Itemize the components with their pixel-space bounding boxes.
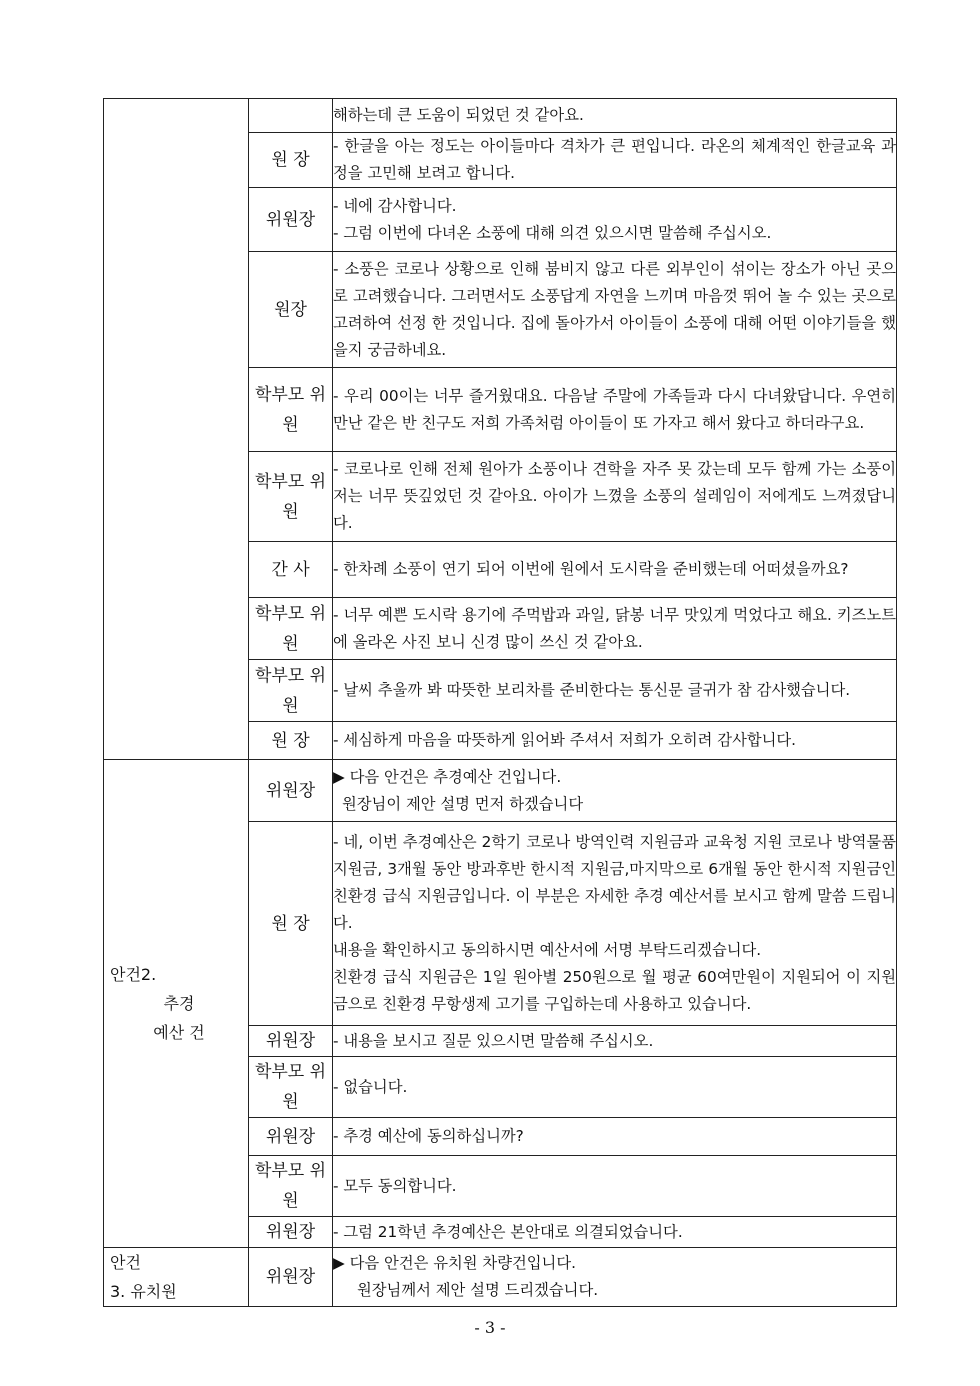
statement-cell	[333, 452, 897, 542]
statement-cell	[333, 1217, 897, 1248]
statement-line: - 날씨 추울까 봐 따뜻한 보리차를 준비한다는 통신문 글귀가 참 감사했습니다.	[333, 681, 851, 699]
speaker-cell: 간 사	[249, 542, 333, 598]
statement-line: 원장님께서 제안 설명 드리겠습니다.	[357, 1281, 599, 1299]
agenda-title-line: 추경	[163, 994, 195, 1013]
statement-cell	[333, 99, 897, 133]
agenda-item-3-label	[104, 1248, 248, 1306]
speaker-cell: 학부모 위원	[249, 368, 333, 452]
agenda-title-line: 3. 유치원	[110, 1282, 177, 1301]
speaker-cell: 학부모 위원	[249, 452, 333, 542]
agenda-item-1-cell	[104, 99, 249, 760]
statement-line: - 모두 동의합니다.	[333, 1176, 457, 1195]
speaker-cell: 위원장	[249, 1026, 333, 1057]
minutes-row	[104, 1248, 897, 1307]
statement-cell	[333, 1118, 897, 1156]
speaker-cell: 원 장	[249, 133, 333, 188]
agenda-item-2-cell	[104, 760, 249, 1248]
speaker-cell: 위원장	[249, 1248, 333, 1307]
speaker-cell	[249, 99, 333, 133]
statement-cell	[333, 822, 897, 1026]
statement-cell	[333, 1026, 897, 1057]
statement-cell	[333, 598, 897, 660]
agenda-item-2-label	[104, 960, 248, 1047]
statement-cell	[333, 660, 897, 722]
speaker-cell: 학부모 위원	[249, 1156, 333, 1217]
speaker-cell: 위원장	[249, 760, 333, 822]
statement-line: - 너무 예쁜 도시락 용기에 주먹밥과 과일, 닭봉 너무 맛있게 먹었다고 해요. 키즈노트에 올라온 사진 보니 신경 많이 쓰신 것 같아요.	[333, 605, 896, 651]
statement-line: 해하는데 큰 도움이 되었던 것 같아요.	[333, 106, 584, 124]
statement-line: 내용을 확인하시고 동의하시면 예산서에 서명 부탁드리겠습니다.	[333, 941, 762, 959]
speaker-cell: 학부모 위원	[249, 660, 333, 722]
statement-line: - 코로나로 인해 전체 원아가 소풍이나 견학을 자주 못 갔는데 모두 함께 가는 소풍이 저는 너무 뜻깊었던 것 같아요. 아이가 느꼈을 소풍의 설레임이 저에게도 느껴졌답니다.	[333, 460, 896, 532]
statement-line: - 추경 예산에 동의하십니까?	[333, 1127, 524, 1145]
statement-line: - 네, 이번 추경예산은 2학기 코로나 방역인력 지원금과 교육청 지원 코로나 방역물품 지원금, 3개월 동안 방과후반 한시적 지원금,마지막으로 6개월 동안 한시적 지원금인 친환경 급식 지원금입니다. 이 부분은 자세한 추경 예산서를 보시고 함께 말씀 드립니다.	[333, 833, 896, 932]
agenda-item-3-cell	[104, 1248, 249, 1307]
statement-cell	[333, 133, 897, 188]
minutes-table	[103, 98, 897, 1307]
statement-cell	[333, 722, 897, 760]
statement-cell	[333, 1156, 897, 1217]
statement-line: - 내용을 보시고 질문 있으시면 말씀해 주십시오.	[333, 1031, 654, 1050]
statement-line: - 우리 00이는 너무 즐거웠대요. 다음날 주말에 가족들과 다시 다녀왔답니다. 우연히 만난 같은 반 친구도 저희 가족처럼 아이들이 또 가자고 해서 왔다고 하더라구요.	[333, 386, 896, 432]
speaker-cell: 원 장	[249, 722, 333, 760]
statement-line: ▶ 다음 안건은 유치원 차량건입니다.	[333, 1254, 576, 1272]
statement-line: - 세심하게 마음을 따뜻하게 읽어봐 주셔서 저희가 오히려 감사합니다.	[333, 731, 797, 749]
statement-line: - 네에 감사합니다.	[333, 196, 457, 215]
agenda-number: 안건	[110, 1253, 141, 1272]
statement-line: 친환경 급식 지원금은 1일 원아별 250원으로 월 평균 60여만원이 지원되어 이 지원금으로 친환경 무항생제 고기를 구입하는데 사용하고 있습니다.	[333, 968, 896, 1013]
speaker-cell: 원장	[249, 252, 333, 368]
minutes-row	[104, 99, 897, 133]
agenda-number: 안건2.	[110, 965, 157, 984]
statement-line: - 없습니다.	[333, 1077, 408, 1096]
speaker-cell: 학부모 위원	[249, 598, 333, 660]
speaker-cell: 위원장	[249, 188, 333, 252]
statement-line: ▶ 다음 안건은 추경예산 건입니다.	[333, 767, 562, 786]
agenda-title-line: 예산 건	[153, 1023, 205, 1042]
statement-cell	[333, 1057, 897, 1118]
statement-cell	[333, 188, 897, 252]
speaker-cell: 학부모 위원	[249, 1057, 333, 1118]
speaker-cell: 위원장	[249, 1118, 333, 1156]
minutes-row	[104, 760, 897, 822]
speaker-cell: 원 장	[249, 822, 333, 1026]
speaker-cell: 위원장	[249, 1217, 333, 1248]
statement-cell	[333, 1248, 897, 1307]
statement-line: - 그럼 이번에 다녀온 소풍에 대해 의견 있으시면 말씀해 주십시오.	[333, 223, 772, 242]
page-number: - 3 -	[474, 1318, 506, 1337]
statement-line: 원장님이 제안 설명 먼저 하겠습니다	[342, 794, 584, 813]
statement-line: - 한차례 소풍이 연기 되어 이번에 원에서 도시락을 준비했는데 어떠셨을까요?	[333, 560, 849, 578]
statement-cell	[333, 760, 897, 822]
statement-cell	[333, 542, 897, 598]
statement-line: - 그럼 21학년 추경예산은 본안대로 의결되었습니다.	[333, 1222, 683, 1241]
statement-cell	[333, 368, 897, 452]
statement-line: - 한글을 아는 정도는 아이들마다 격차가 큰 편입니다. 라온의 체계적인 한글교육 과정을 고민해 보려고 합니다.	[333, 137, 896, 182]
statement-cell	[333, 252, 897, 368]
statement-line: - 소풍은 코로나 상황으로 인해 붐비지 않고 다른 외부인이 섞이는 장소가 아닌 곳으로 고려했습니다. 그러면서도 소풍답게 자연을 느끼며 마음껏 뛰어 놀 수 있는 곳으로 고려하여 선정 한 것입니다. 집에 돌아가서 아이들이 소풍에 대해 어떤 이야기들을 했을지 궁금하네요.	[333, 259, 896, 359]
